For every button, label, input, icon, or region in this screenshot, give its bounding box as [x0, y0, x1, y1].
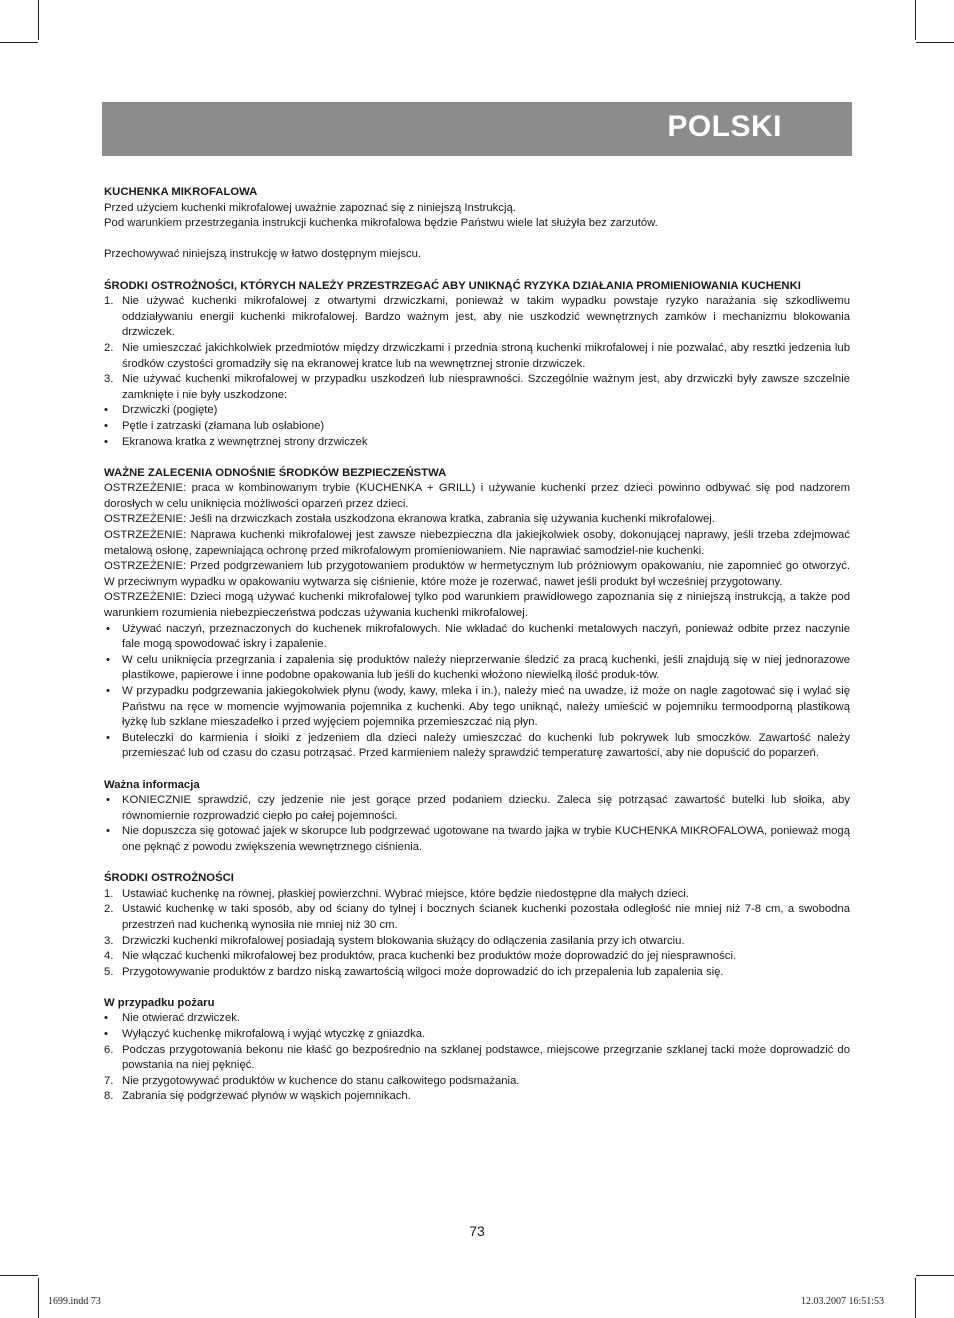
list-item: 3. Nie używać kuchenki mikrofalowej w przypadku uszkodzeń lub niesprawności. Szczególnie ważnym jest, aby drzwiczki były zawsze szczelnie zamknięte i nie były uszkodzone:: [104, 373, 850, 401]
crop-mark: [916, 42, 954, 43]
list-item: 1. Nie używać kuchenki mikrofalowej z otwartymi drzwiczkami, ponieważ w takim wypadku powstaje ryzyko narażania się szkodliwemu oddziaływaniu energii kuchenki mikrofalowej. Bardzo ważnym jest, aby nie uszkodzić wewnętrznych zamków i mechanizmu blokowania drzwiczek.: [104, 295, 850, 339]
list-item: 1. Ustawiać kuchenkę na równej, płaskiej powierzchni. Wybrać miejsce, które będzie niedostępne dla małych dzieci.: [104, 887, 689, 900]
section-title-fire: W przypadku pożaru: [104, 996, 215, 1009]
intro-line: Przed użyciem kuchenki mikrofalowej uważnie zapoznać się z niniejszą Instrukcją.: [104, 201, 516, 214]
warning-paragraph: OSTRZEŻENIE: Przed podgrzewaniem lub przygotowaniem produktów w hermetycznym lub próżniowym opakowaniu, nie zapomnieć go otworzyć. W przeciwnym wypadku w opakowaniu wytwarza się ciśnienie, które może je rozerwać, nawet jeśli produkt był wcześniej przygotowany.: [104, 560, 850, 588]
list-item: • Wyłączyć kuchenkę mikrofalową i wyjąć wtyczkę z gniazdka.: [104, 1028, 426, 1041]
precautions-list: [104, 887, 850, 981]
list-item: 2. Nie umieszczać jakichkolwiek przedmiotów między drzwiczkami i przednia stroną kuchenki mikrofalowej i nie pozwalać, aby resztki jedzenia lub środków czystości gromadziły się na ekranowej kratce lub na wewnętrznej stronie drzwiczek.: [104, 341, 850, 370]
list-item: 6. Podczas przygotowania bekonu nie kłaść go bezpośrednio na szklanej podstawce, miejscowe przegrzanie szklanej tacki może doprowadzić do powstania na niej pęknięć.: [104, 1043, 850, 1072]
document-body: [104, 185, 850, 1105]
list-item: • Nie dopuszcza się gotować jajek w skorupce lub podgrzewać ugotowane na twardo jajka w trybie KUCHENKA MIKROFALOWA, ponieważ mogą one pęknąć z powodu zwiększenia wewnętrznego ciśnienia.: [106, 825, 850, 853]
list-item: • Pętle i zatrzaski (złamana lub osłabione): [104, 419, 325, 432]
language-header-bar: [102, 102, 852, 156]
warning-paragraph: OSTRZEŻENIE: praca w kombinowanym trybie (KUCHENKA + GRILL) i używanie kuchenki przez dzieci powinno odbywać się pod nadzorem dorosłych w celu uniknięcia możliwości oparzeń przez dzieci.: [104, 482, 850, 510]
list-item: • KONIECZNIE sprawdzić, czy jedzenie nie jest gorące przed podaniem dziecku. Zaleca się potrząsać zawartość butelki lub słoika, aby równomiernie rozprowadzić ciepło po całej pojemności.: [106, 794, 850, 822]
section-title-safety: WAŻNE ZALECENIA ODNOŚNIE ŚRODKÓW BEZPIECZEŃSTWA: [104, 466, 447, 479]
intro-line: Pod warunkiem przestrzegania instrukcji kuchenka mikrofalowa będzie Państwu wiele lat służyła bez zarzutów.: [104, 217, 658, 230]
fire-list: [104, 1011, 850, 1105]
list-item: 4. Nie włączać kuchenki mikrofalowej bez produktów, praca kuchenki bez produktów może doprowadzić do jej niesprawności.: [104, 950, 737, 963]
list-item: 5. Przygotowywanie produktów z bardzo niską zawartością wilgoci może doprowadzić do ich przepalenia lub zapalenia się.: [104, 965, 724, 978]
list-item: • W celu uniknięcia przegrzania i zapalenia się produktów należy nieprzerwanie śledzić za pracą kuchenki, jeśli znajdują się w niej jednorazowe plastikowe, papierowe i inne podobne opakowania lub jeśli do kuchenki włożono niewielką ilość produk-tów.: [106, 653, 850, 682]
list-item: • Drzwiczki (pogięte): [104, 404, 218, 417]
list-item: 3. Drzwiczki kuchenki mikrofalowej posiadają system blokowania służący do odłączenia zasilania przy ich otwarciu.: [104, 934, 685, 947]
safety-bullets: [104, 622, 850, 762]
list-item: • Nie otwierać drzwiczek.: [104, 1012, 241, 1025]
list-item: • Używać naczyń, przeznaczonych do kuchenek mikrofalowych. Nie wkładać do kuchenki metalowych naczyń, ponieważ odbite przez naczynie fale mogą spowodować iskry i zapalenie.: [106, 622, 850, 651]
language-title: POLSKI: [667, 110, 782, 143]
print-timestamp: 12.03.2007 16:51:53: [800, 1296, 884, 1307]
section-title-radiation: ŚRODKI OSTROŻNOŚCI, KTÓRYCH NALEŻY PRZESTRZEGAĆ ABY UNIKNĄĆ RYZYKA DZIAŁANIA PROMIENIOWANIA KUCHENKI: [104, 279, 801, 292]
list-item: • Ekranowa kratka z wewnętrznej strony drzwiczek: [104, 435, 368, 448]
list-item: • W przypadku podgrzewania jakiegokolwiek płynu (wody, kawy, mleka i in.), należy mieć na uwadze, iż może on nagle zagotować się i wylać się Państwu na ręce w momencie wyjmowania pojemnika z kuchenki. Aby tego uniknąć, należy umieścić w pojemniku termoodporną plastikową łyżkę lub szklane mieszadełko i przed wyjęciem pojemnika przemieszczać nią płyn.: [106, 685, 850, 729]
list-item: 2. Ustawić kuchenkę w taki sposób, aby od ściany do tylnej i bocznych ścianek kuchenki pozostała odległość nie mniej niż 7-8 cm, a swobodna przestrzeń nad kuchenką wynosiła nie mniej niż 30 cm.: [104, 903, 850, 931]
page-number: 73: [469, 1223, 485, 1239]
section-title-important: Ważna informacja: [104, 778, 200, 791]
crop-mark: [915, 1278, 916, 1318]
crop-mark: [915, 0, 916, 40]
intro-note: Przechowywać niniejszą instrukcję w łatwo dostępnym miejscu.: [104, 248, 422, 261]
crop-mark: [38, 0, 39, 40]
list-item: • Buteleczki do karmienia i słoiki z jedzeniem dla dzieci należy umieszczać do kuchenki lub pokrywek lub smoczków. Zawartość należy przemieszać lub od czasu do czasu potrząsać. Przed karmieniem należy sprawdzić temperaturę zawartości, aby nie dopuścić do poparzeń.: [106, 731, 850, 760]
warning-paragraph: OSTRZEŻENIE: Naprawa kuchenki mikrofalowej jest zawsze niebezpieczna dla jakiejkolwiek osoby, dokonującej naprawy, jeśli trzeba zdejmować metalową osłonę, zapewniająca ochronę przed mikrofalowym promieniowaniem. Nie naprawiać samodziel-nie kuchenki.: [104, 529, 850, 557]
warning-paragraph: OSTRZEŻENIE: Jeśli na drzwiczkach została uszkodzona ekranowa kratka, zabrania się używania kuchenki mikrofalowej.: [104, 513, 715, 526]
list-item: 7. Nie przygotowywać produktów w kuchence do stanu całkowitego podsmażania.: [104, 1074, 520, 1087]
warning-paragraph: OSTRZEŻENIE: Dzieci mogą używać kuchenki mikrofalowej tylko pod warunkiem prawidłowego zapoznania się z niniejszą instrukcją, a także pod warunkiem rozumienia niebezpieczeństwa podczas używania kuchenki mikrofalowej.: [104, 591, 850, 620]
section-title-precautions: ŚRODKI OSTROŻNOŚCI: [104, 872, 234, 885]
important-list: [104, 793, 850, 855]
crop-mark: [916, 1275, 954, 1276]
crop-mark: [38, 1278, 39, 1318]
file-info: 1699.indd 73: [48, 1296, 101, 1307]
section-title-intro: KUCHENKA MIKROFALOWA: [104, 186, 258, 198]
crop-mark: [0, 1275, 38, 1276]
radiation-list: [104, 294, 850, 450]
crop-mark: [0, 42, 38, 43]
list-item: 8. Zabrania się podgrzewać płynów w wąskich pojemnikach.: [104, 1090, 411, 1103]
